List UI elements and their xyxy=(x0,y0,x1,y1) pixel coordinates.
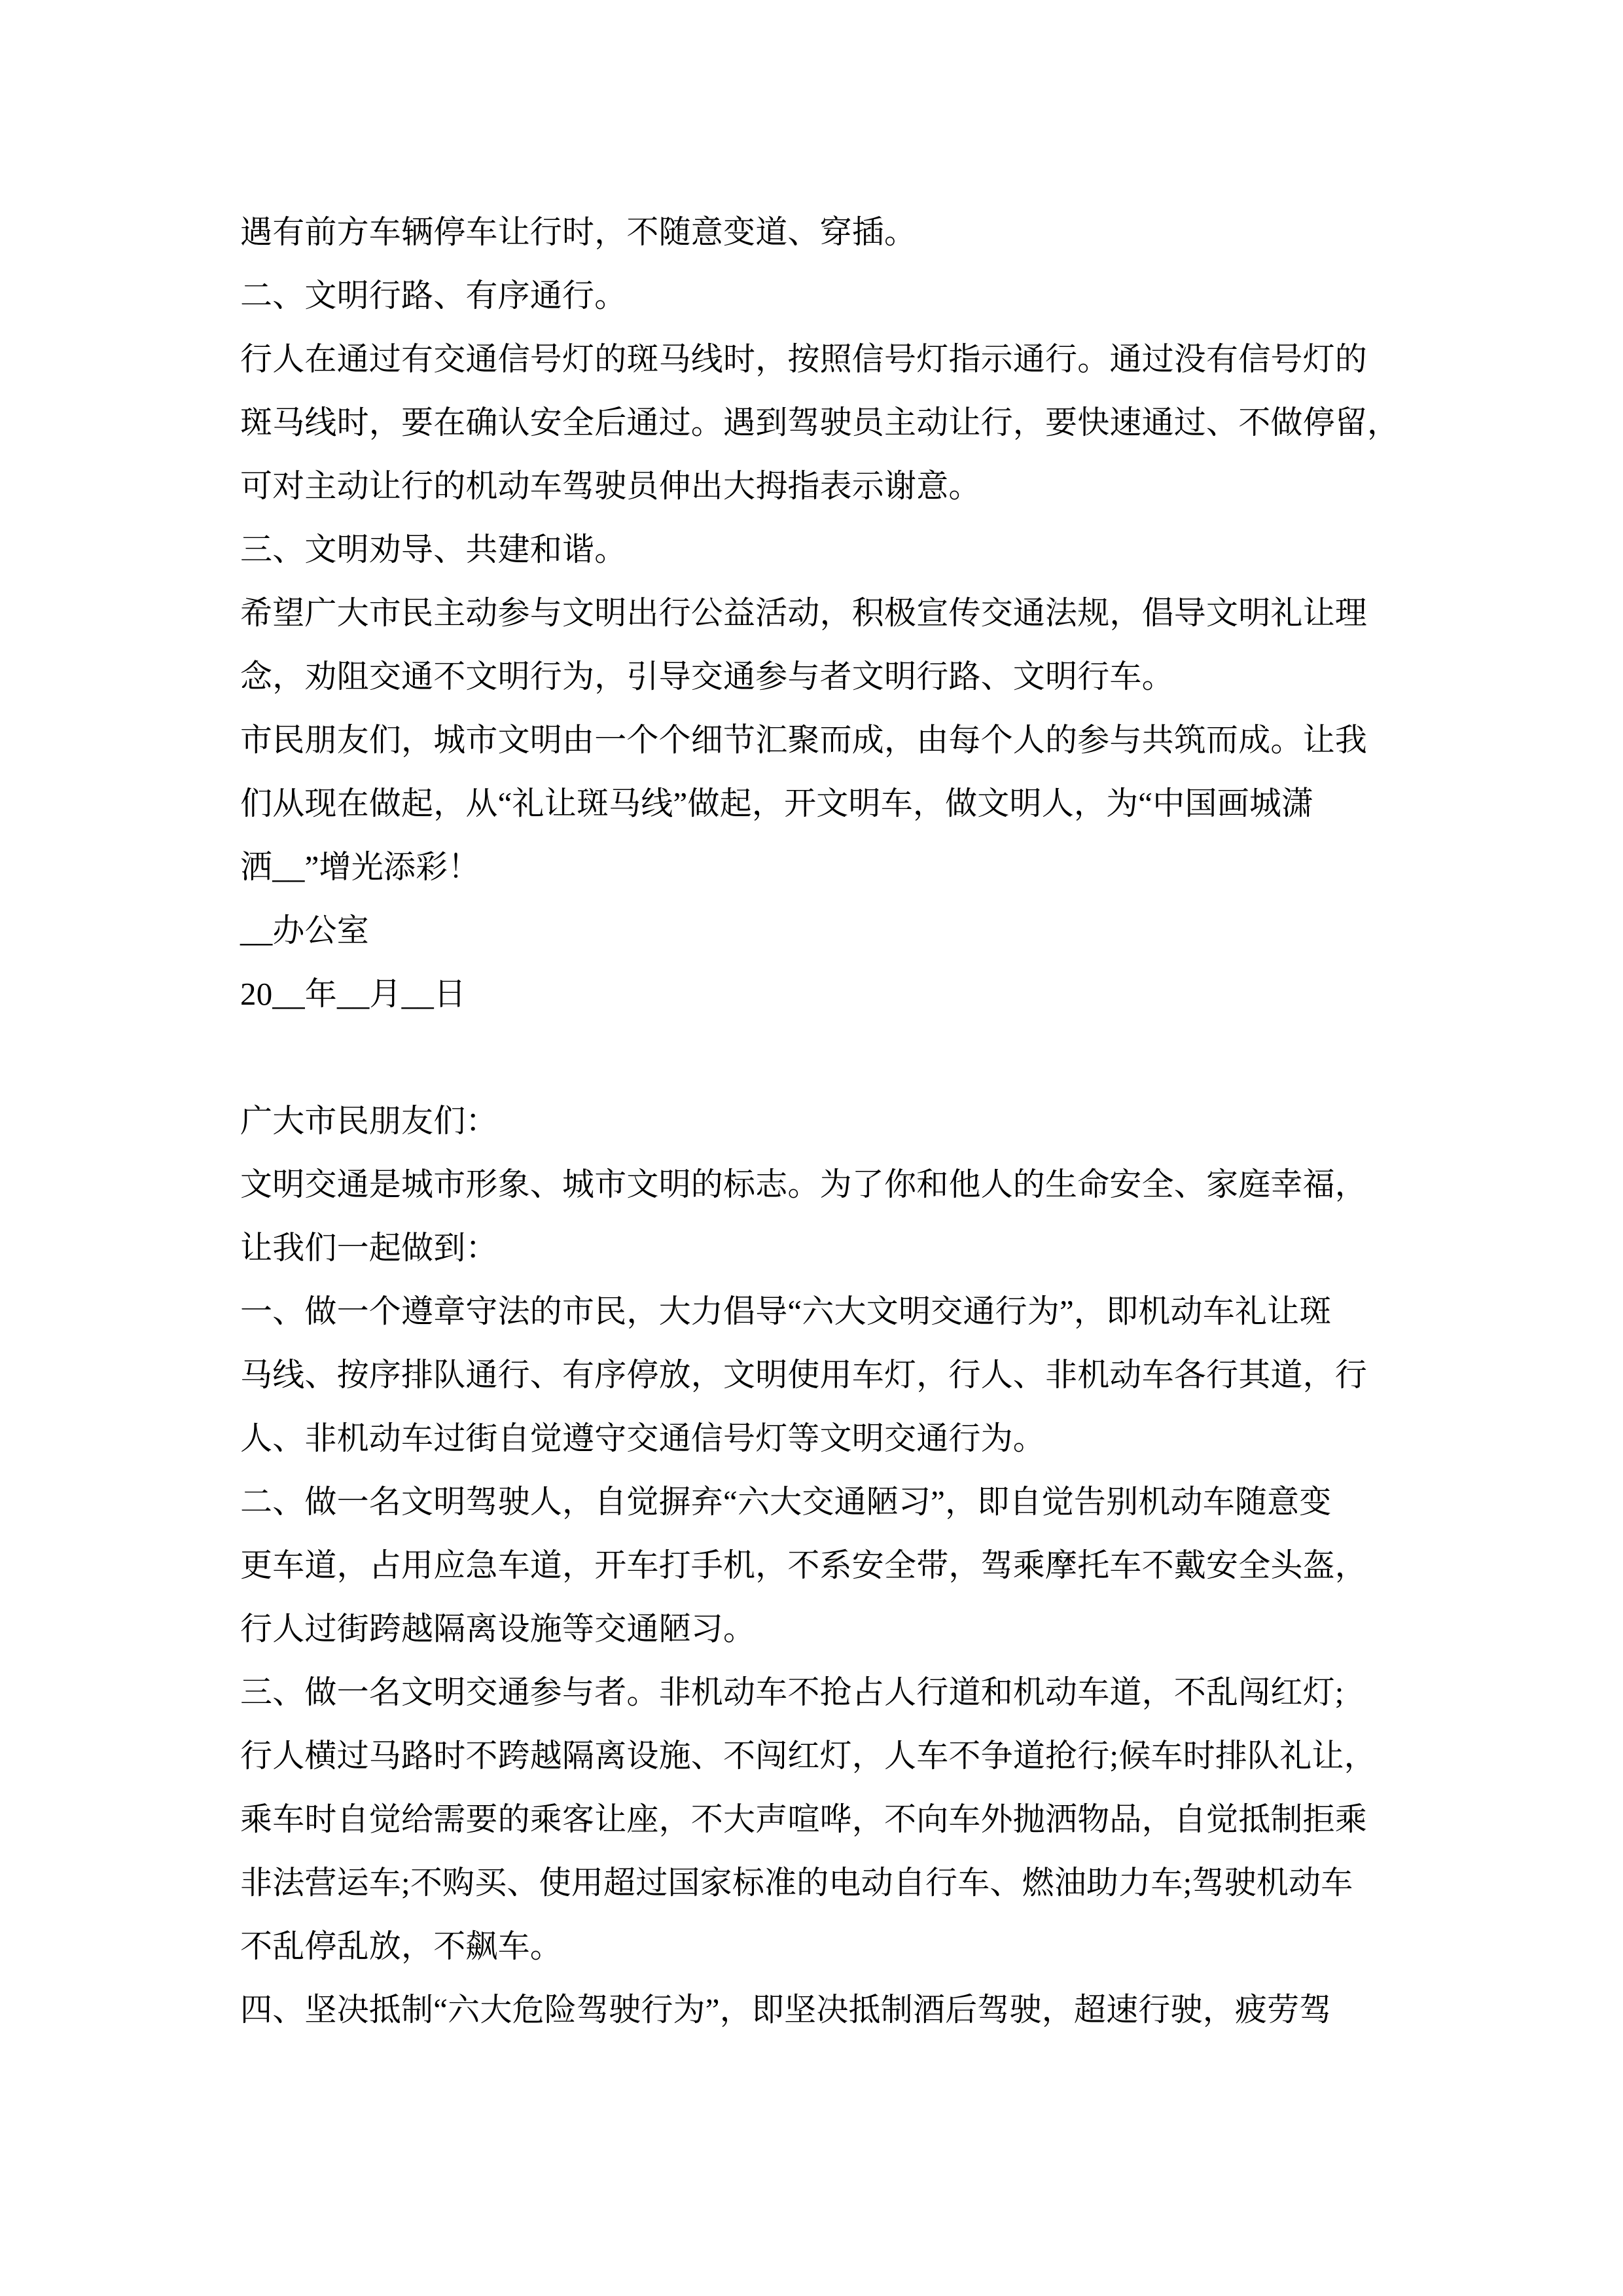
document-line: 斑马线时，要在确认安全后通过。遇到驾驶员主动让行，要快速通过、不做停留， xyxy=(240,404,1400,440)
document-line: 二、做一名文明驾驶人，自觉摒弃“六大交通陋习”，即自觉告别机动车随意变 xyxy=(240,1484,1332,1520)
document-line: 希望广大市民主动参与文明出行公益活动，积极宣传交通法规，倡导文明礼让理 xyxy=(240,595,1368,631)
document-line: 遇有前方车辆停车让行时，不随意变道、穿插。 xyxy=(240,214,917,250)
document-line: __办公室 xyxy=(240,912,370,948)
document-line: 乘车时自觉给需要的乘客让座，不大声喧哗，不向车外抛洒物品，自觉抵制拒乘 xyxy=(240,1801,1368,1837)
document-line: 三、做一名文明交通参与者。非机动车不抢占人行道和机动车道，不乱闯红灯; xyxy=(240,1674,1344,1710)
document-line: 三、文明劝导、共建和谐。 xyxy=(240,531,627,567)
document-line: 行人过街跨越隔离设施等交通陋习。 xyxy=(240,1611,756,1647)
document-line: 非法营运车;不购买、使用超过国家标准的电动自行车、燃油助力车;驾驶机动车 xyxy=(240,1865,1353,1901)
document-line: 行人横过马路时不跨越隔离设施、不闯红灯，人车不争道抢行;候车时排队礼让， xyxy=(240,1738,1376,1774)
document-line: 可对主动让行的机动车驾驶员伸出大拇指表示谢意。 xyxy=(240,468,981,504)
document-line: 20__年__月__日 xyxy=(240,976,467,1012)
document-line: 行人在通过有交通信号灯的斑马线时，按照信号灯指示通行。通过没有信号灯的 xyxy=(240,341,1368,377)
document-line: 让我们一起做到： xyxy=(240,1230,498,1266)
document-line: 人、非机动车过街自觉遵守交通信号灯等文明交通行为。 xyxy=(240,1420,1046,1456)
document-line: 洒__”增光添彩！ xyxy=(240,849,480,885)
document-line: 们从现在做起，从“礼让斑马线”做起，开文明车，做文明人，为“中国画城潇 xyxy=(240,785,1314,821)
document-line: 更车道，占用应急车道，开车打手机，不系安全带，驾乘摩托车不戴安全头盔， xyxy=(240,1547,1368,1583)
document-line: 马线、按序排队通行、有序停放，文明使用车灯，行人、非机动车各行其道，行 xyxy=(240,1357,1368,1393)
document-line: 一、做一个遵章守法的市民，大力倡导“六大文明交通行为”，即机动车礼让斑 xyxy=(240,1293,1332,1329)
document-line: 市民朋友们，城市文明由一个个细节汇聚而成，由每个人的参与共筑而成。让我 xyxy=(240,722,1368,758)
document-line: 不乱停乱放，不飙车。 xyxy=(240,1928,563,1964)
document-line: 二、文明行路、有序通行。 xyxy=(240,278,627,314)
document-line: 文明交通是城市形象、城市文明的标志。为了你和他人的生命安全、家庭幸福， xyxy=(240,1166,1368,1202)
document-line: 四、坚决抵制“六大危险驾驶行为”，即坚决抵制酒后驾驶，超速行驶，疲劳驾 xyxy=(240,1992,1332,2028)
blank-line xyxy=(240,1026,1412,1089)
document-line: 念，劝阻交通不文明行为，引导交通参与者文明行路、文明行车。 xyxy=(240,658,1174,694)
document-body xyxy=(240,200,1412,2041)
document-line: 广大市民朋友们： xyxy=(240,1103,498,1139)
